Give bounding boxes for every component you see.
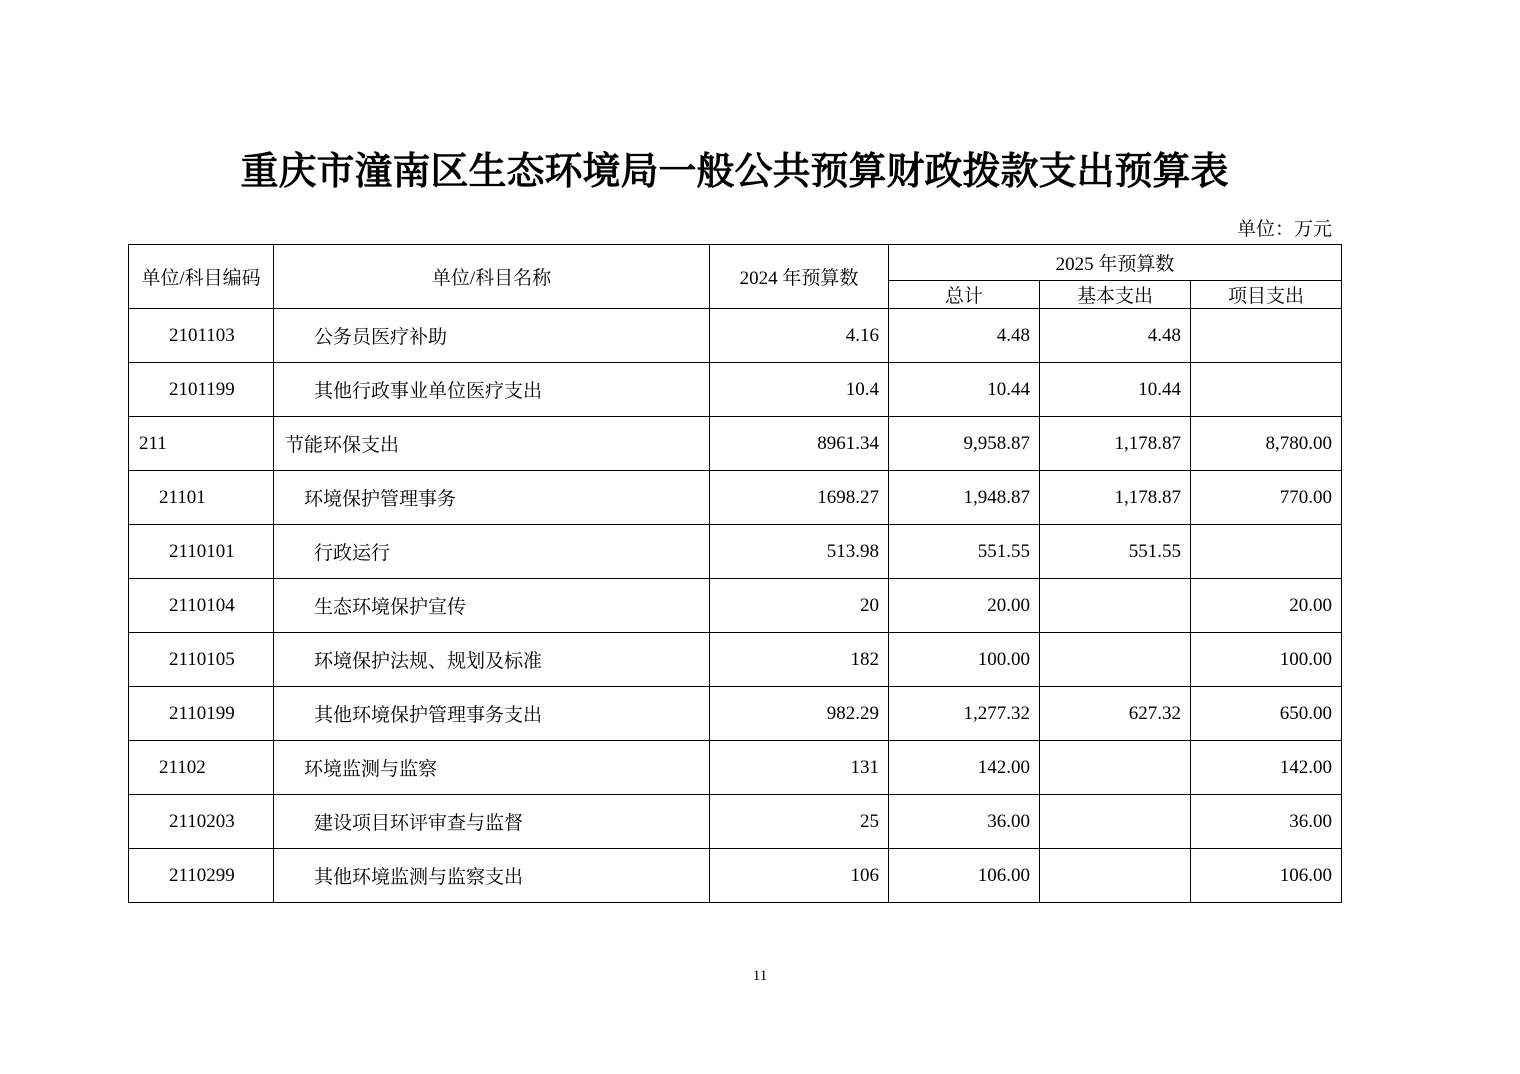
header-row-1 xyxy=(129,245,1342,281)
name-cell: 环境保护法规、规划及标准 xyxy=(274,633,710,687)
code-cell: 2110101 xyxy=(129,525,274,579)
budget-2024-cell: 8961.34 xyxy=(710,417,889,471)
name-cell: 其他环境保护管理事务支出 xyxy=(274,687,710,741)
total-2025-cell: 100.00 xyxy=(889,633,1040,687)
table-row xyxy=(129,741,1342,795)
total-2025-cell: 1,948.87 xyxy=(889,471,1040,525)
project-expense-cell xyxy=(1191,309,1342,363)
basic-expense-cell: 1,178.87 xyxy=(1040,417,1191,471)
code-cell: 2110104 xyxy=(129,579,274,633)
header-code: 单位/科目编码 xyxy=(129,245,274,309)
code-cell: 21102 xyxy=(129,741,274,795)
basic-expense-cell xyxy=(1040,795,1191,849)
header-name: 单位/科目名称 xyxy=(274,245,710,309)
budget-2024-cell: 1698.27 xyxy=(710,471,889,525)
total-2025-cell: 1,277.32 xyxy=(889,687,1040,741)
table-row xyxy=(129,633,1342,687)
basic-expense-cell: 1,178.87 xyxy=(1040,471,1191,525)
table-row xyxy=(129,417,1342,471)
total-2025-cell: 10.44 xyxy=(889,363,1040,417)
project-expense-cell: 36.00 xyxy=(1191,795,1342,849)
project-expense-cell: 142.00 xyxy=(1191,741,1342,795)
table-row xyxy=(129,849,1342,903)
project-expense-cell xyxy=(1191,363,1342,417)
name-cell: 环境保护管理事务 xyxy=(274,471,710,525)
project-expense-cell xyxy=(1191,525,1342,579)
basic-expense-cell: 627.32 xyxy=(1040,687,1191,741)
budget-2024-cell: 131 xyxy=(710,741,889,795)
name-cell: 生态环境保护宣传 xyxy=(274,579,710,633)
total-2025-cell: 9,958.87 xyxy=(889,417,1040,471)
table-row xyxy=(129,579,1342,633)
project-expense-cell: 20.00 xyxy=(1191,579,1342,633)
name-cell: 其他环境监测与监察支出 xyxy=(274,849,710,903)
name-cell: 节能环保支出 xyxy=(274,417,710,471)
table-header xyxy=(129,245,1342,309)
basic-expense-cell: 10.44 xyxy=(1040,363,1191,417)
project-expense-cell: 8,780.00 xyxy=(1191,417,1342,471)
name-cell: 其他行政事业单位医疗支出 xyxy=(274,363,710,417)
page-number: 11 xyxy=(752,968,768,984)
name-cell: 建设项目环评审查与监督 xyxy=(274,795,710,849)
basic-expense-cell: 551.55 xyxy=(1040,525,1191,579)
project-expense-cell: 100.00 xyxy=(1191,633,1342,687)
name-cell: 行政运行 xyxy=(274,525,710,579)
page-title: 重庆市潼南区生态环境局一般公共预算财政拨款支出预算表 xyxy=(240,151,1229,193)
code-cell: 2110299 xyxy=(129,849,274,903)
basic-expense-cell xyxy=(1040,633,1191,687)
budget-2024-cell: 4.16 xyxy=(710,309,889,363)
table-row xyxy=(129,309,1342,363)
basic-expense-cell xyxy=(1040,741,1191,795)
table-row xyxy=(129,525,1342,579)
budget-2024-cell: 982.29 xyxy=(710,687,889,741)
code-cell: 2110199 xyxy=(129,687,274,741)
total-2025-cell: 142.00 xyxy=(889,741,1040,795)
code-cell: 21101 xyxy=(129,471,274,525)
table-body xyxy=(129,309,1342,903)
basic-expense-cell xyxy=(1040,579,1191,633)
name-cell: 环境监测与监察 xyxy=(274,741,710,795)
project-expense-cell: 650.00 xyxy=(1191,687,1342,741)
table-row xyxy=(129,795,1342,849)
total-2025-cell: 4.48 xyxy=(889,309,1040,363)
header-basic-expense: 基本支出 xyxy=(1040,281,1191,309)
budget-2024-cell: 20 xyxy=(710,579,889,633)
basic-expense-cell: 4.48 xyxy=(1040,309,1191,363)
code-cell: 2101103 xyxy=(129,309,274,363)
basic-expense-cell xyxy=(1040,849,1191,903)
budget-2024-cell: 10.4 xyxy=(710,363,889,417)
total-2025-cell: 36.00 xyxy=(889,795,1040,849)
total-2025-cell: 106.00 xyxy=(889,849,1040,903)
budget-table xyxy=(128,244,1342,903)
code-cell: 211 xyxy=(129,417,274,471)
total-2025-cell: 551.55 xyxy=(889,525,1040,579)
unit-label: 单位：万元 xyxy=(1236,219,1332,240)
table-row xyxy=(129,363,1342,417)
budget-2024-cell: 106 xyxy=(710,849,889,903)
code-cell: 2101199 xyxy=(129,363,274,417)
table-row xyxy=(129,471,1342,525)
header-project-expense: 项目支出 xyxy=(1191,281,1342,309)
project-expense-cell: 770.00 xyxy=(1191,471,1342,525)
code-cell: 2110203 xyxy=(129,795,274,849)
project-expense-cell: 106.00 xyxy=(1191,849,1342,903)
total-2025-cell: 20.00 xyxy=(889,579,1040,633)
header-total: 总计 xyxy=(889,281,1040,309)
header-budget-2024: 2024 年预算数 xyxy=(710,245,889,309)
name-cell: 公务员医疗补助 xyxy=(274,309,710,363)
code-cell: 2110105 xyxy=(129,633,274,687)
header-budget-2025: 2025 年预算数 xyxy=(889,245,1342,281)
budget-2024-cell: 182 xyxy=(710,633,889,687)
budget-2024-cell: 25 xyxy=(710,795,889,849)
budget-2024-cell: 513.98 xyxy=(710,525,889,579)
table-row xyxy=(129,687,1342,741)
